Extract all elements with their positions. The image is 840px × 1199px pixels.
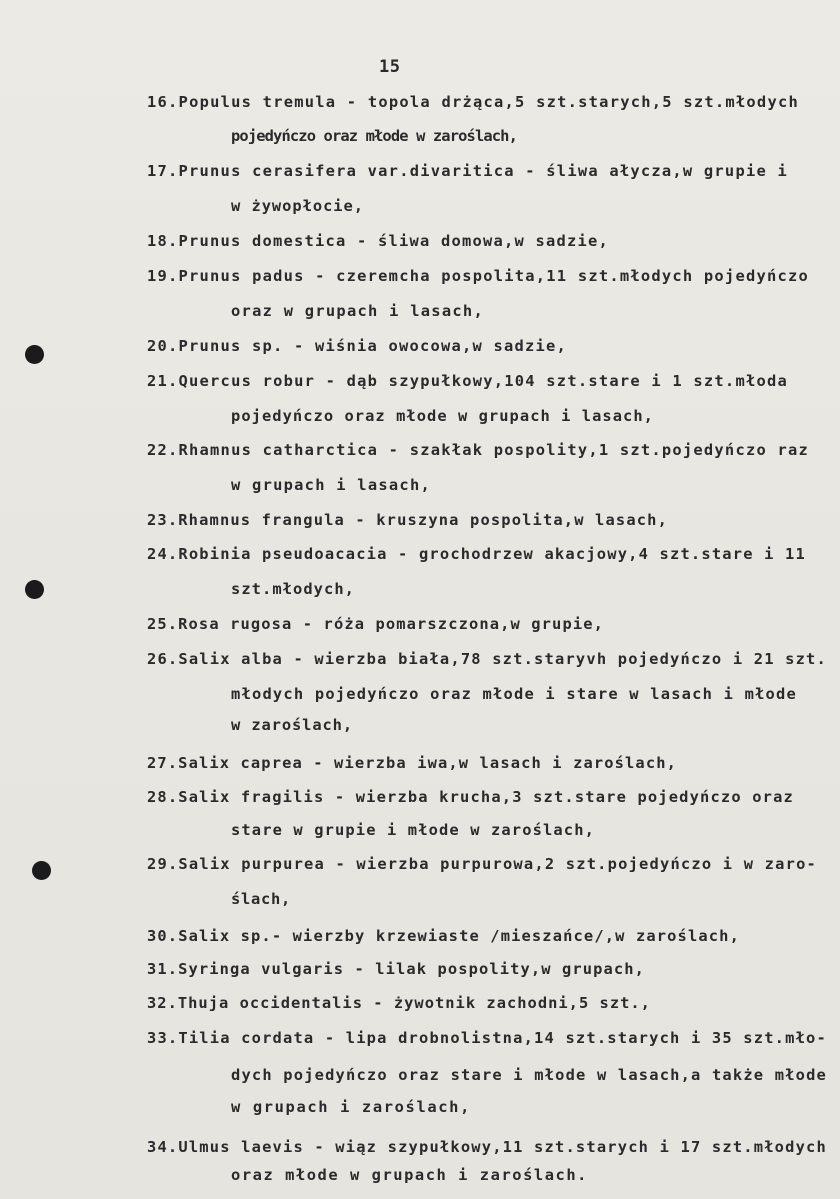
entry-33-line-2: dych pojedyńczo oraz stare i młode w lasach,a także młode — [231, 1066, 827, 1084]
entry-23-line-1: 23.Rhamnus frangula - kruszyna pospolita,w lasach, — [147, 511, 668, 529]
entry-19-line-1: 19.Prunus padus - czeremcha pospolita,11 szt.młodych pojedyńczo — [147, 267, 809, 285]
entry-22-line-1: 22.Rhamnus catharctica - szakłak pospolity,1 szt.pojedyńczo raz — [147, 441, 809, 459]
entry-29-line-2: ślach, — [231, 890, 291, 908]
entry-16-line-1: 16.Populus tremula - topola drżąca,5 szt.starych,5 szt.młodych — [147, 93, 799, 111]
entry-20-line-1: 20.Prunus sp. - wiśnia owocowa,w sadzie, — [147, 337, 567, 355]
entry-26-line-1: 26.Salix alba - wierzba biała,78 szt.staryvh pojedyńczo i 21 szt. — [147, 650, 827, 668]
entry-17-line-2: w żywopłocie, — [231, 197, 364, 215]
page-number: 15 — [379, 57, 401, 77]
entry-25-line-1: 25.Rosa rugosa - róża pomarszczona,w grupie, — [147, 615, 604, 633]
entry-31-line-1: 31.Syringa vulgaris - lilak pospolity,w grupach, — [147, 960, 645, 978]
entry-34-line-2: oraz młode w grupach i zaroślach. — [231, 1166, 588, 1184]
punch-hole-bottom — [32, 861, 51, 880]
entry-19-line-2: oraz w grupach i lasach, — [231, 302, 484, 320]
entry-28-line-2: stare w grupie i młode w zaroślach, — [231, 821, 595, 839]
entry-26-line-3: w zaroślach, — [231, 716, 353, 734]
entry-16-line-2: pojedyńczo oraz młode w zaroślach, — [231, 127, 518, 145]
entry-34-line-1: 34.Ulmus laevis - wiąz szypułkowy,11 szt.starych i 17 szt.młodych — [147, 1138, 827, 1156]
entry-22-line-2: w grupach i lasach, — [231, 476, 431, 494]
entry-30-line-1: 30.Salix sp.- wierzby krzewiaste /mieszańce/,w zaroślach, — [147, 927, 740, 945]
entry-32-line-1: 32.Thuja occidentalis - żywotnik zachodni,5 szt., — [147, 994, 651, 1012]
entry-24-line-1: 24.Robinia pseudoacacia - grochodrzew akacjowy,4 szt.stare i 11 — [147, 545, 806, 563]
entry-27-line-1: 27.Salix caprea - wierzba iwa,w lasach i zaroślach, — [147, 754, 677, 772]
entry-33-line-3: w grupach i zaroślach, — [231, 1098, 471, 1116]
entry-24-line-2: szt.młodych, — [231, 580, 355, 598]
entry-21-line-2: pojedyńczo oraz młode w grupach i lasach, — [231, 407, 654, 425]
entry-28-line-1: 28.Salix fragilis - wierzba krucha,3 szt.stare pojedyńczo oraz — [147, 788, 794, 806]
entry-26-line-2: młodych pojedyńczo oraz młode i stare w lasach i młode — [231, 685, 797, 703]
entry-33-line-1: 33.Tilia cordata - lipa drobnolistna,14 szt.starych i 35 szt.mło- — [147, 1029, 827, 1047]
entry-29-line-1: 29.Salix purpurea - wierzba purpurowa,2 szt.pojedyńczo i w zaro- — [147, 855, 818, 873]
punch-hole-top — [25, 345, 44, 364]
entry-21-line-1: 21.Quercus robur - dąb szypułkowy,104 szt.stare i 1 szt.młoda — [147, 372, 788, 390]
entry-17-line-1: 17.Prunus cerasifera var.divaritica - śliwa ałycza,w grupie i — [147, 162, 788, 180]
entry-18-line-1: 18.Prunus domestica - śliwa domowa,w sadzie, — [147, 232, 609, 250]
punch-hole-middle — [25, 580, 44, 599]
